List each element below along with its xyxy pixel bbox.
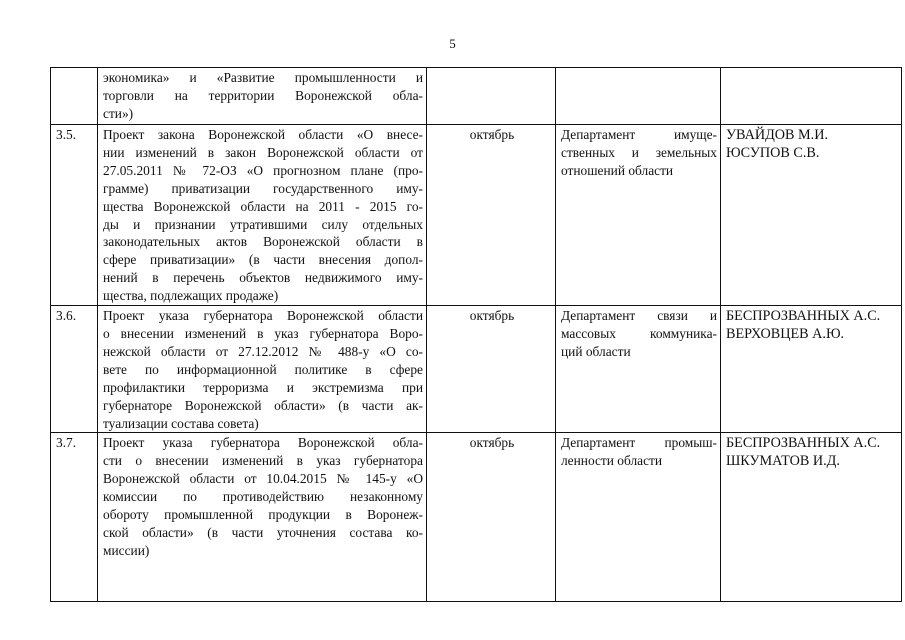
item-number-cell xyxy=(51,68,98,125)
item-term-cell xyxy=(427,68,556,125)
item-title-line: сти о внесении изменений в указ губернатора xyxy=(103,453,423,469)
responsible-person: ШКУМАТОВ И.Д. xyxy=(726,453,840,470)
item-title-line: законодательных актов Воронежской области в xyxy=(103,234,423,250)
item-title-line: щества, подлежащих продаже) xyxy=(103,288,279,304)
item-department-line: ций области xyxy=(561,343,631,359)
item-department-line: массовых коммуника- xyxy=(561,325,717,341)
item-responsible-cell xyxy=(721,125,902,306)
item-title-line: нений в перечень объектов недвижимого иму- xyxy=(103,270,423,286)
responsible-person: БЕСПРОЗВАННЫХ А.С. xyxy=(726,435,881,452)
table-row xyxy=(51,68,902,125)
item-responsible-cell xyxy=(721,433,902,602)
item-title-line: Проект указа губернатора Воронежской обла- xyxy=(103,435,423,451)
item-department-line: Департамент имуще- xyxy=(561,127,717,142)
item-title-line: ды и признании утратившими силу отдельных xyxy=(103,216,423,232)
item-number-cell: 3.6. xyxy=(51,306,98,433)
item-department-line: Департамент промыш- xyxy=(561,435,717,451)
item-title-line: комиссии по противодействию незаконному xyxy=(103,489,423,505)
item-department-cell xyxy=(556,125,721,306)
item-title-line: Воронежской области от 10.04.2015 № 145-у «О xyxy=(103,471,423,487)
item-department-line: ственных и земельных xyxy=(561,144,717,160)
table-row xyxy=(51,306,902,433)
item-term-cell: октябрь xyxy=(427,306,556,433)
item-title-line: губернаторе Воронежской области» (в части ак- xyxy=(103,397,423,413)
item-responsible-cell xyxy=(721,306,902,433)
item-number-cell: 3.5. xyxy=(51,125,98,306)
responsible-person: ВЕРХОВЦЕВ А.Ю. xyxy=(726,326,845,343)
item-term-cell: октябрь xyxy=(427,433,556,602)
item-title-line: щества Воронежской области на 2011 - 2015 го- xyxy=(103,198,423,214)
responsible-person: БЕСПРОЗВАННЫХ А.С. xyxy=(726,308,881,325)
item-term-cell: октябрь xyxy=(427,125,556,306)
item-title-line: 27.05.2011 № 72-ОЗ «О прогнозном плане (про- xyxy=(103,162,423,178)
item-title-line: грамме) приватизации государственного иму- xyxy=(103,180,423,196)
item-title-line: экономика» и «Развитие промышленности и xyxy=(103,70,423,85)
item-title-line: обороту промышленной продукции в Воронеж- xyxy=(103,507,423,523)
table-row xyxy=(51,433,902,602)
item-title-line: нии изменений в закон Воронежской области от xyxy=(103,144,423,160)
item-title-line: сфере приватизации» (в части внесения допол- xyxy=(103,252,423,268)
item-title-line: миссии) xyxy=(103,542,150,558)
item-title-line: сти») xyxy=(103,105,134,121)
item-title-line: о внесении изменений в указ губернатора Воро- xyxy=(103,325,423,341)
item-title-line: торговли на территории Воронежской обла- xyxy=(103,87,423,103)
item-title-line: туализации состава совета) xyxy=(103,415,259,431)
responsible-person: УВАЙДОВ М.И. xyxy=(726,127,828,143)
item-department-line: Департамент связи и xyxy=(561,308,717,324)
item-title-line: нежской области от 27.12.2012 № 488-у «О со- xyxy=(103,343,423,359)
item-title-line: ской области» (в части уточнения состава ко- xyxy=(103,524,423,540)
item-department-cell xyxy=(556,306,721,433)
item-title-line: вете по информационной политике в сфере xyxy=(103,361,423,377)
table-row xyxy=(51,125,902,306)
item-number-cell: 3.7. xyxy=(51,433,98,602)
item-department-cell xyxy=(556,68,721,125)
item-title-line: Проект указа губернатора Воронежской области xyxy=(103,308,423,324)
item-title-cell xyxy=(98,306,427,433)
plan-table-body xyxy=(51,68,902,602)
item-department-line: отношений области xyxy=(561,162,674,178)
item-title-cell xyxy=(98,125,427,306)
page-number: 5 xyxy=(449,36,456,51)
plan-table xyxy=(50,67,902,602)
item-title-line: профилактики терроризма и экстремизма при xyxy=(103,379,423,395)
item-title-line: Проект закона Воронежской области «О внесе- xyxy=(103,127,423,142)
item-department-cell xyxy=(556,433,721,602)
item-responsible-cell xyxy=(721,68,902,125)
item-title-cell xyxy=(98,433,427,602)
responsible-person: ЮСУПОВ С.В. xyxy=(726,145,820,161)
item-title-cell xyxy=(98,68,427,125)
item-department-line: ленности области xyxy=(561,453,663,469)
